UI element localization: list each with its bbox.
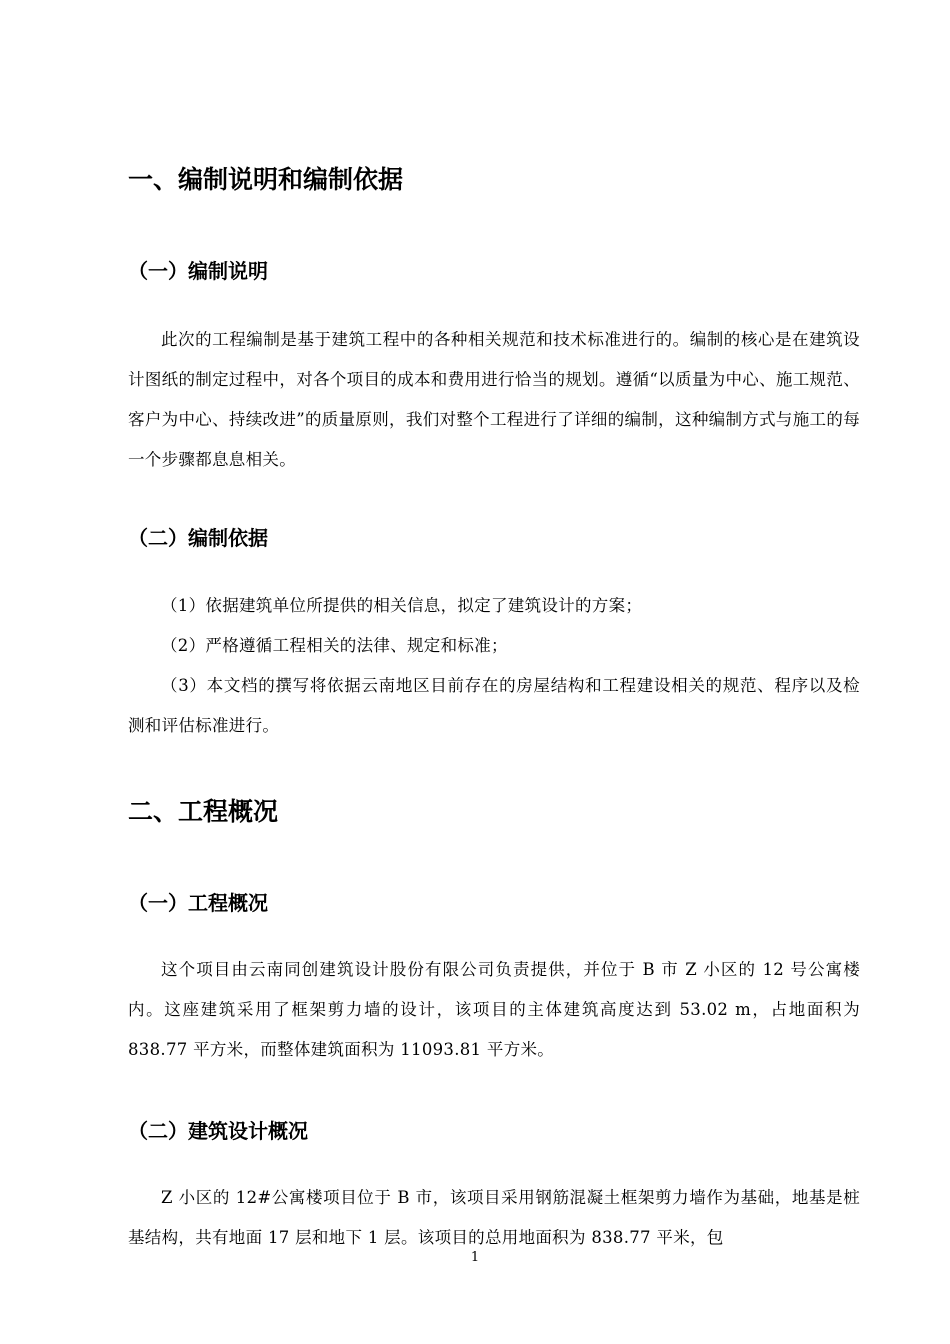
- section-2-sub-2-heading-block: [128, 1116, 860, 1146]
- section-1-sub-1-heading-block: [128, 256, 860, 286]
- section-1-sub-1-title: （一）编制说明: [128, 259, 268, 283]
- paragraph-compilation-description: 此次的工程编制是基于建筑工程中的各种相关规范和技术标准进行的。编制的核心是在建筑设计图纸的制定过程中，对各个项目的成本和费用进行恰当的规划。遵循“以质量为中心、施工规范、客户为中心、持续改进”的质量原则，我们对整个工程进行了详细的编制，这种编制方式与施工的每一个步骤都息息相关。: [128, 330, 860, 469]
- section-1-sub-2-heading-block: [128, 523, 860, 553]
- section-2-sub-1-heading-block: [128, 888, 860, 918]
- list-item: （1）依据建筑单位所提供的相关信息，拟定了建筑设计的方案；: [161, 596, 643, 615]
- basis-list: [128, 586, 860, 746]
- paragraph-architectural-design: Z 小区的 12#公寓楼项目位于 B 市，该项目采用钢筋混凝土框架剪力墙作为基础，地基是桩基结构，共有地面 17 层和地下 1 层。该项目的总用地面积为 838.77 平米，包: [128, 1188, 860, 1247]
- page-number: 1: [470, 1250, 480, 1265]
- list-item: （3）本文档的撰写将依据云南地区目前存在的房屋结构和工程建设相关的规范、程序以及检测和评估标准进行。: [128, 676, 860, 735]
- paragraph-project-overview: 这个项目由云南同创建筑设计股份有限公司负责提供，并位于 B 市 Z 小区的 12 号公寓楼内。这座建筑采用了框架剪力墙的设计，该项目的主体建筑高度达到 53.02 m，占地面积为 838.77 平方米，而整体建筑面积为 11093.81 平方米。: [128, 960, 860, 1059]
- section-1-sub-1-body: [128, 320, 860, 480]
- section-2-heading-block: [128, 794, 860, 830]
- section-2-title: 二、工程概况: [128, 797, 279, 826]
- section-2-sub-2-body: [128, 1178, 860, 1258]
- section-1-heading-block: [128, 162, 860, 198]
- section-2-sub-2-title: （二）建筑设计概况: [128, 1119, 308, 1143]
- section-2-sub-1-title: （一）工程概况: [128, 891, 268, 915]
- section-2-sub-1-body: [128, 950, 860, 1070]
- section-1-title: 一、编制说明和编制依据: [128, 165, 404, 194]
- section-1-sub-2-title: （二）编制依据: [128, 526, 268, 550]
- list-item: （2）严格遵循工程相关的法律、规定和标准；: [161, 636, 508, 655]
